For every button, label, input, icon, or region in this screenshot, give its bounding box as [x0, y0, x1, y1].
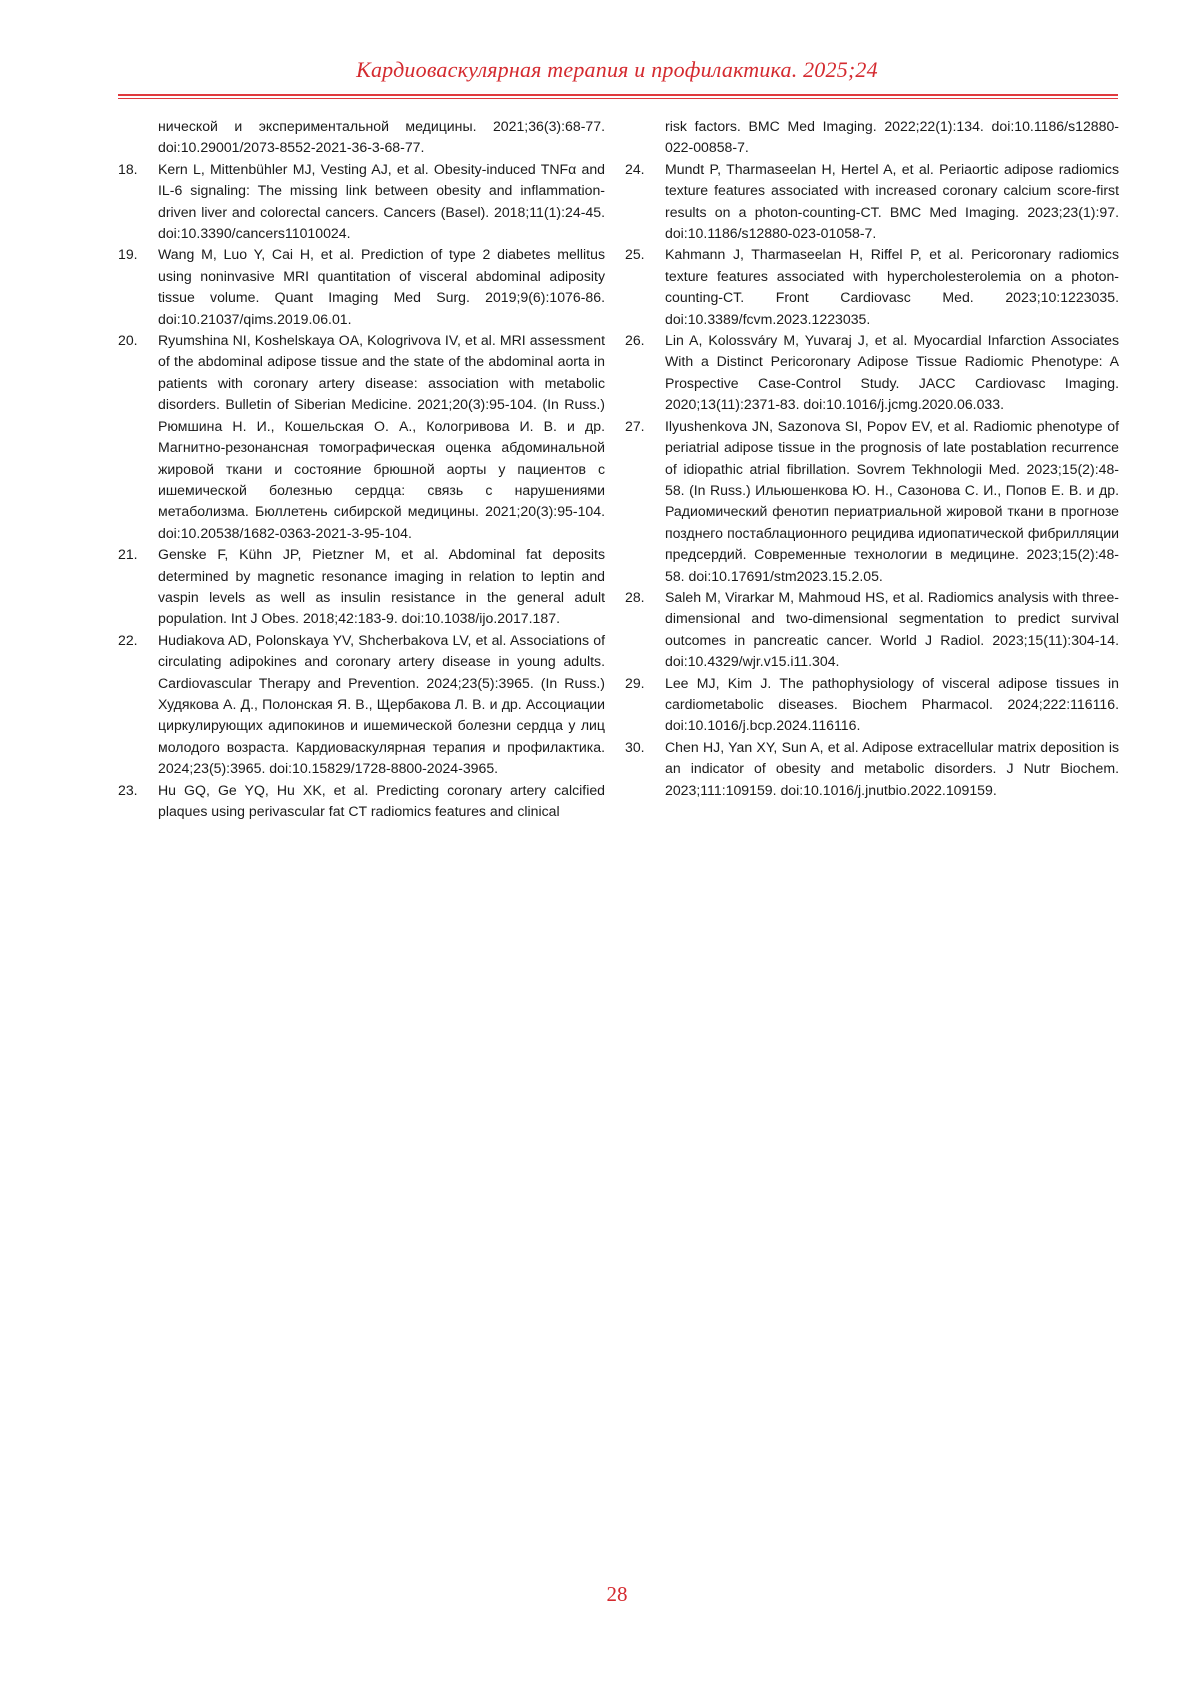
right-reference-column: [625, 116, 1119, 801]
reference-text: Wang M, Luo Y, Cai H, et al. Prediction of type 2 diabetes mellitus using noninvasive MRI quantitation of visceral abdominal adiposity tissue volume. Quant Imaging Med Surg. 2019;9(6):1076-86. doi:10.21037/qims.2019.06.01.: [158, 244, 605, 330]
reference-number: 23.: [118, 780, 138, 801]
reference-text: Kahmann J, Tharmaseelan H, Riffel P, et al. Pericoronary radiomics texture features associated with hypercholesterolemia on a photon-counting-CT. Front Cardiovasc Med. 2023;10:1223035. doi:10.3389/fcvm.2023.1223035.: [665, 244, 1119, 330]
reference-item-29: [625, 673, 1119, 737]
reference-item-20: [118, 330, 605, 544]
reference-text: Hu GQ, Ge YQ, Hu XK, et al. Predicting coronary artery calcified plaques using perivascular fat CT radiomics features and clinical: [158, 780, 605, 823]
reference-number: 30.: [625, 737, 645, 758]
reference-item-30: [625, 737, 1119, 801]
journal-header-title: Кардиоваскулярная терапия и профилактика. 2025;24: [0, 57, 1200, 83]
reference-number: 28.: [625, 587, 645, 608]
header-divider-thin: [118, 98, 1118, 99]
reference-text: Hudiakova AD, Polonskaya YV, Shcherbakova LV, et al. Associations of circulating adipokines and coronary artery disease in young adults. Cardiovascular Therapy and Prevention. 2024;23(5):3965. (In Russ.) Худякова А. Д., Полонская Я. В., Щербакова Л. В. и др. Ассоциации циркулирующих адипокинов и ишемической болезни сердца у лиц молодого возраста. Кардиоваскулярная терапия и профилактика. 2024;23(5):3965. doi:10.15829/1728-8800-2024-3965.: [158, 630, 605, 780]
reference-item-26: [625, 330, 1119, 416]
page-number: 28: [0, 1582, 1200, 1607]
left-reference-column: [118, 116, 605, 822]
reference-text: Saleh M, Virarkar M, Mahmoud HS, et al. Radiomics analysis with three-dimensional and two-dimensional segmentation to predict survival outcomes in pancreatic cancer. World J Radiol. 2023;15(11):304-14. doi:10.4329/wjr.v15.i11.304.: [665, 587, 1119, 673]
reference-text: нической и экспериментальной медицины. 2021;36(3):68-77. doi:10.29001/2073-8552-2021-36-3-68-77.: [158, 116, 605, 159]
reference-continuation: [625, 116, 1119, 159]
reference-number: 19.: [118, 244, 138, 265]
reference-item-25: [625, 244, 1119, 330]
reference-number: 27.: [625, 416, 645, 437]
reference-item-18: [118, 159, 605, 245]
reference-item-24: [625, 159, 1119, 245]
reference-item-27: [625, 416, 1119, 587]
reference-text: Genske F, Kühn JP, Pietzner M, et al. Abdominal fat deposits determined by magnetic resonance imaging in relation to leptin and vaspin levels as well as insulin resistance in the general adult population. Int J Obes. 2018;42:183-9. doi:10.1038/ijo.2017.187.: [158, 544, 605, 630]
reference-number: 29.: [625, 673, 645, 694]
reference-text: Kern L, Mittenbühler MJ, Vesting AJ, et al. Obesity-induced TNFα and IL-6 signaling: The missing link between obesity and inflammation-driven liver and colorectal cancers. Cancers (Basel). 2018;11(1):24-45. doi:10.3390/cancers11010024.: [158, 159, 605, 245]
reference-text: Chen HJ, Yan XY, Sun A, et al. Adipose extracellular matrix deposition is an indicator of obesity and metabolic disorders. J Nutr Biochem. 2023;111:109159. doi:10.1016/j.jnutbio.2022.109159.: [665, 737, 1119, 801]
reference-continuation: [118, 116, 605, 159]
header-divider-thick: [118, 94, 1118, 96]
reference-text: Lee MJ, Kim J. The pathophysiology of visceral adipose tissues in cardiometabolic diseases. Biochem Pharmacol. 2024;222:116116. doi:10.1016/j.bcp.2024.116116.: [665, 673, 1119, 737]
reference-item-28: [625, 587, 1119, 673]
reference-item-22: [118, 630, 605, 780]
reference-number: 20.: [118, 330, 138, 351]
reference-item-19: [118, 244, 605, 330]
reference-number: 24.: [625, 159, 645, 180]
reference-text: Mundt P, Tharmaseelan H, Hertel A, et al. Periaortic adipose radiomics texture features associated with increased coronary calcium score-first results on a photon-counting-CT. BMC Med Imaging. 2023;23(1):97. doi:10.1186/s12880-023-01058-7.: [665, 159, 1119, 245]
reference-text: Lin A, Kolossváry M, Yuvaraj J, et al. Myocardial Infarction Associates With a Distinct Pericoronary Adipose Tissue Radiomic Phenotype: A Prospective Case-Control Study. JACC Cardiovasc Imaging. 2020;13(11):2371-83. doi:10.1016/j.jcmg.2020.06.033.: [665, 330, 1119, 416]
reference-item-23: [118, 780, 605, 823]
reference-number: 18.: [118, 159, 138, 180]
reference-number: 25.: [625, 244, 645, 265]
reference-number: 26.: [625, 330, 645, 351]
reference-number: 21.: [118, 544, 138, 565]
reference-item-21: [118, 544, 605, 630]
reference-number: 22.: [118, 630, 138, 651]
reference-text: Ilyushenkova JN, Sazonova SI, Popov EV, et al. Radiomic phenotype of periatrial adipose tissue in the prognosis of late postablation recurrence of idiopathic atrial fibrillation. Sovrem Tekhnologii Med. 2023;15(2):48-58. (In Russ.) Ильюшенкова Ю. Н., Сазонова С. И., Попов Е. В. и др. Радиомический фенотип периатриальной жировой ткани в прогнозе позднего постаблационного рецидива идиопатической фибрилляции предсердий. Современные технологии в медицине. 2023;15(2):48-58. doi:10.17691/stm2023.15.2.05.: [665, 416, 1119, 587]
reference-text: Ryumshina NI, Koshelskaya OA, Kologrivova IV, et al. MRI assessment of the abdominal adipose tissue and the state of the abdominal aorta in patients with coronary artery disease: association with metabolic disorders. Bulletin of Siberian Medicine. 2021;20(3):95-104. (In Russ.) Рюмшина Н. И., Кошельская О. А., Кологривова И. В. и др. Магнитно-резонансная томографическая оценка абдоминальной жировой ткани и состояние брюшной аорты у пациентов с ишемической болезнью сердца: связь с нарушениями метаболизма. Бюллетень сибирской медицины. 2021;20(3):95-104. doi:10.20538/1682-0363-2021-3-95-104.: [158, 330, 605, 544]
reference-text: risk factors. BMC Med Imaging. 2022;22(1):134. doi:10.1186/s12880-022-00858-7.: [665, 116, 1119, 159]
